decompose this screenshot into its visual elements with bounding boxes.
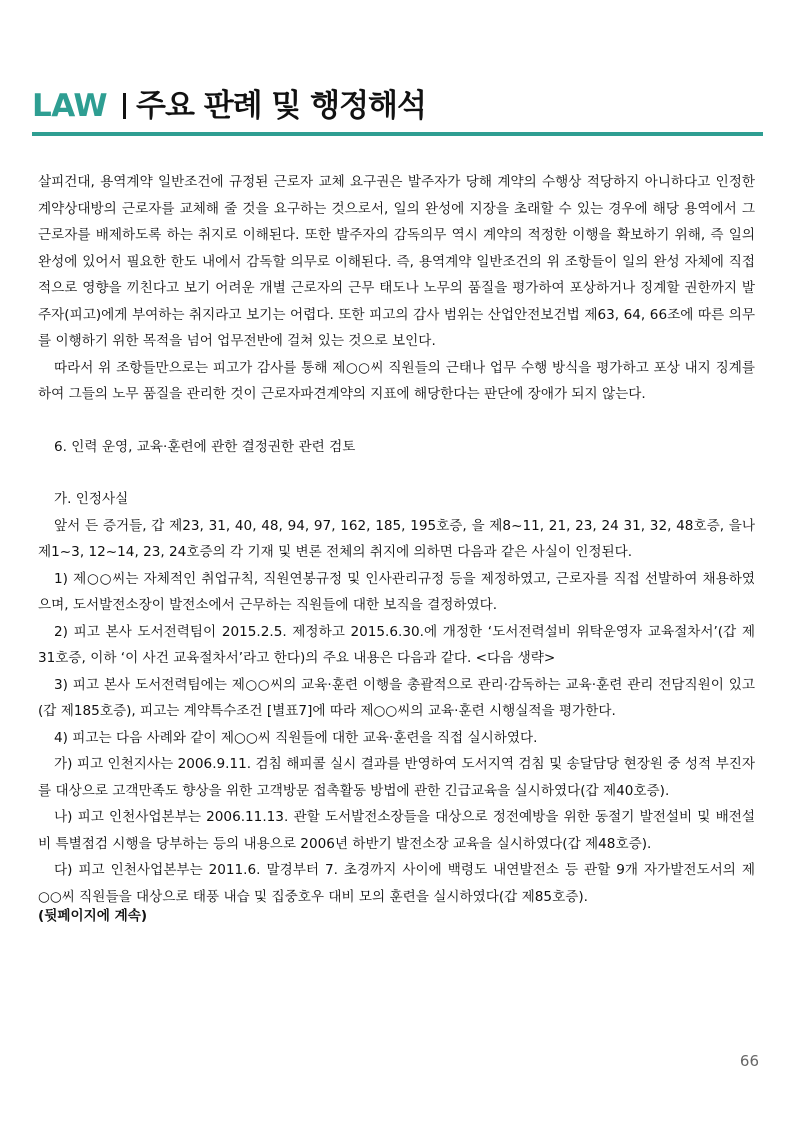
section-label: LAW [32, 88, 108, 124]
list-item-4b: 나) 피고 인천사업본부는 2006.11.13. 관할 도서발전소장들을 대상으로 정전예방을 위한 동절기 발전설비 및 배전설비 특별점검 시행을 당부하는 등의 내용으로 2006년 하반기 발전소장 교육을 실시하였다(갑 제48호증). [38, 809, 755, 852]
paragraph-2: 따라서 위 조항들만으로는 피고가 감사를 통해 제○○씨 직원들의 근태나 업무 수행 방식을 평가하고 포상 내지 징계를 하여 그들의 노무 품질을 관리한 것이 근로자파견계약의 지표에 해당한다는 판단에 장애가 되지 않는다. [38, 359, 755, 402]
header-rule [32, 132, 763, 136]
header-title [32, 86, 761, 126]
title-divider-bar [123, 93, 126, 119]
page-title: 주요 판례 및 행정해석 [136, 88, 426, 124]
page-header [32, 86, 761, 126]
list-item-3: 3) 피고 본사 도서전력팀에는 제○○씨의 교육·훈련 이행을 총괄적으로 관리·감독하는 교육·훈련 관리 전담직원이 있고(갑 제185호증), 피고는 계약특수조건 [별표7]에 따라 제○○씨의 교육·훈련 시행실적을 평가한다. [38, 676, 755, 719]
spacer [38, 460, 755, 486]
list-item-4: 4) 피고는 다음 사례와 같이 제○○씨 직원들에 대한 교육·훈련을 직접 실시하였다. [54, 729, 538, 746]
list-item-4a: 가) 피고 인천지사는 2006.9.11. 검침 해피콜 실시 결과를 반영하여 도서지역 검침 및 송달담당 현장원 중 성적 부진자를 대상으로 고객만족도 향상을 위한 고객방문 접촉활동 방법에 관한 긴급교육을 실시하였다(갑 제40호증). [38, 756, 755, 799]
list-item-1: 1) 제○○씨는 자체적인 취업규칙, 직원연봉규정 및 인사관리규정 등을 제정하였고, 근로자를 직접 선발하여 채용하였으며, 도서발전소장이 발전소에서 근무하는 직원들에 대한 보직을 결정하였다. [38, 570, 755, 613]
paragraph-1: 살피건대, 용역계약 일반조건에 규정된 근로자 교체 요구권은 발주자가 당해 계약의 수행상 적당하지 아니하다고 인정한 계약상대방의 근로자를 교체해 줄 것을 요구하는 것으로서, 일의 완성에 지장을 초래할 수 있는 경우에 해당 용역에서 그 근로자를 배제하도록 하는 취지로 이해된다. 또한 발주자의 감독의무 역시 계약의 적정한 이행을 확보하기 위해, 즉 일의 완성에 있어서 필요한 한도 내에서 감독할 의무로 이해된다. 즉, 용역계약 일반조건의 위 조항들이 일의 완성 자체에 직접적으로 영향을 끼친다고 보기 어려운 개별 근로자의 근무 태도나 노무의 품질을 평가하여 포상하거나 징계할 권한까지 발주자(피고)에게 부여하는 취지라고 보기는 어렵다. 또한 피고의 감사 범위는 산업안전보건법 제63, 64, 66조에 따른 의무를 이행하기 위한 목적을 넘어 업무전반에 걸쳐 있는 것으로 보인다. [38, 174, 755, 349]
continued-note: (뒷페이지에 계속) [38, 908, 148, 924]
document-body [38, 169, 755, 926]
section-heading: 6. 인력 운영, 교육·훈련에 관한 결정권한 관련 검토 [54, 438, 356, 455]
list-item-4c: 다) 피고 인천사업본부는 2011.6. 말경부터 7. 초경까지 사이에 백령도 내연발전소 등 관할 9개 자가발전도서의 제○○씨 직원들을 대상으로 태풍 내습 및 집중호우 대비 모의 훈련을 실시하였다(갑 제85호증). [38, 862, 755, 905]
paragraph-3: 앞서 든 증거들, 갑 제23, 31, 40, 48, 94, 97, 162, 185, 195호증, 을 제8~11, 21, 23, 24 31, 32, 48호증, 을나 제1~3, 12~14, 23, 24호증의 각 기재 및 변론 전체의 취지에 의하면 다음과 같은 사실이 인정된다. [38, 517, 755, 560]
spacer [38, 408, 755, 434]
subsection-heading: 가. 인정사실 [54, 491, 129, 507]
list-item-2: 2) 피고 본사 도서전력팀이 2015.2.5. 제정하고 2015.6.30.에 개정한 ‘도서전력설비 위탁운영자 교육절차서’(갑 제31호증, 이하 ‘이 사건 교육절차서’라고 한다)의 주요 내용은 다음과 같다. <다음 생략> [38, 623, 755, 666]
page-number: 66 [739, 1052, 759, 1070]
